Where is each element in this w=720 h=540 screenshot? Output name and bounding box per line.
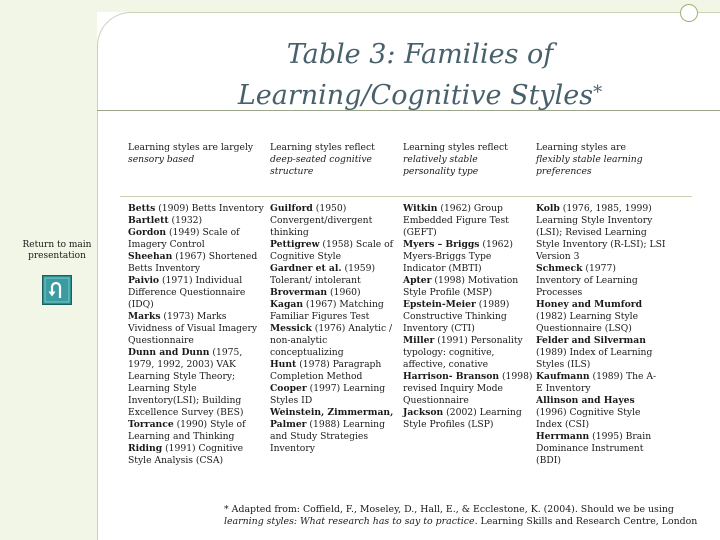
instrument-text: (1990) Style of — [173, 419, 246, 430]
instrument-text: (1967) Matching — [303, 299, 384, 310]
corner-dot-decoration — [680, 4, 698, 22]
instrument-text: Constructive Thinking — [403, 311, 507, 322]
instrument-text: Embedded Figure Test — [403, 215, 509, 226]
instrument-text: (1991) Cognitive — [162, 443, 244, 454]
header-cell-preferences — [536, 142, 688, 196]
u-turn-arrow-icon — [43, 276, 71, 304]
instrument-text: Cognitive Style — [270, 251, 342, 262]
cell-line — [536, 335, 680, 347]
cell-line — [536, 311, 680, 323]
cell-line — [270, 239, 395, 251]
instrument-text: (1949) Scale of — [166, 227, 240, 238]
author-name: Gardner et al. — [270, 263, 342, 274]
cell-line — [403, 227, 528, 239]
instrument-text: (GEFT) — [403, 227, 437, 238]
author-name: Jackson — [403, 407, 444, 418]
author-name: Torrance — [128, 419, 174, 430]
instrument-text: (1909) Betts Inventory — [155, 203, 264, 214]
cell-line — [403, 263, 528, 275]
cell-line — [270, 311, 395, 323]
instrument-text: Style Inventory (R-LSI); LSI — [536, 239, 666, 250]
instrument-text: Processes — [536, 287, 583, 298]
instrument-text: (1988) Learning — [306, 419, 385, 430]
cell-line — [270, 431, 395, 443]
cell-line — [536, 227, 680, 239]
cell-line — [536, 299, 680, 311]
cell-line — [403, 239, 528, 251]
author-name: Gordon — [128, 227, 167, 238]
cell-line — [270, 323, 395, 335]
cell-line — [270, 215, 395, 227]
author-name: Herrmann — [536, 431, 590, 442]
instrument-text: Learning and Thinking — [128, 431, 235, 442]
cell-line — [128, 335, 262, 347]
cell-line — [403, 371, 533, 383]
instrument-text: Indicator (MBTI) — [403, 263, 482, 274]
author-name: Allinson and Hayes — [536, 395, 635, 406]
cell-line — [128, 263, 262, 275]
instrument-text: Imagery Control — [128, 239, 205, 250]
instrument-text: 1979, 1992, 2003) VAK — [128, 359, 236, 370]
cell-line — [270, 395, 395, 407]
cell-line — [536, 203, 680, 215]
header-text: Learning styles are — [536, 142, 626, 153]
instrument-text: Vividness of Visual Imagery — [128, 323, 258, 334]
footnote-book-title: learning styles: What research has to say to practice — [224, 516, 475, 527]
cell-line — [128, 443, 262, 455]
cell-line — [128, 239, 262, 251]
footnote-line-1: * Adapted from: Coffield, F., Moseley, D., Hall, E., & Ecclestone, K. (2004). Should we be using — [224, 504, 674, 515]
author-name: Honey and Mumford — [536, 299, 643, 310]
instrument-text: (2002) Learning — [443, 407, 522, 418]
footnote — [224, 504, 714, 528]
cell-line — [128, 299, 262, 311]
header-cell-personality — [403, 142, 536, 196]
instrument-text: Questionnaire — [128, 335, 194, 346]
cell-line — [270, 419, 395, 431]
cell-line — [536, 395, 680, 407]
cell-line — [403, 323, 528, 335]
title-line-2 — [140, 74, 700, 115]
header-cell-sensory — [128, 142, 270, 196]
instrument-text: (1975, — [209, 347, 243, 358]
footnote-line-2 — [224, 516, 714, 528]
header-text-italic: deep-seated cognitive — [270, 154, 372, 165]
cell-line — [536, 407, 680, 419]
header-text — [128, 154, 262, 166]
instrument-text: (1960) — [327, 287, 361, 298]
cell-line — [128, 407, 262, 419]
cell-line — [270, 335, 395, 347]
instrument-text: (1989) The A- — [589, 371, 657, 382]
cell-line — [536, 371, 680, 383]
author-name: Paivio — [128, 275, 160, 286]
instrument-text: Style Profile (MSP) — [403, 287, 493, 298]
column-sensory — [128, 203, 270, 467]
instrument-text: (1973) Marks — [160, 311, 227, 322]
cell-line — [536, 287, 680, 299]
left-decorative-band — [0, 0, 97, 540]
instrument-text: Inventory (CTI) — [403, 323, 475, 334]
header-text — [270, 154, 395, 166]
instrument-text: Styles ID — [270, 395, 313, 406]
cell-line — [128, 311, 262, 323]
cell-line — [536, 347, 680, 359]
cell-line — [128, 371, 262, 383]
author-name: Guilford — [270, 203, 313, 214]
author-name: Palmer — [270, 419, 307, 430]
instrument-text: Inventory — [270, 443, 315, 454]
instrument-text: (IDQ) — [128, 299, 154, 310]
author-name: Kolb — [536, 203, 560, 214]
instrument-text: (1959) — [341, 263, 376, 274]
instrument-text: (1998) Motivation — [431, 275, 519, 286]
cell-line — [403, 203, 528, 215]
instrument-text: Questionnaire — [403, 395, 469, 406]
cell-line — [536, 359, 680, 371]
header-text-italic: relatively stable — [403, 154, 478, 165]
instrument-text: Index (CSI) — [536, 419, 590, 430]
cell-line — [403, 335, 528, 347]
cell-line — [270, 275, 395, 287]
header-text — [403, 166, 528, 178]
cell-line — [403, 251, 528, 263]
cell-line — [128, 419, 262, 431]
cell-line — [536, 383, 680, 395]
author-name: Pettigrew — [270, 239, 320, 250]
instrument-text: (1932) — [168, 215, 203, 226]
top-decorative-band — [97, 0, 720, 12]
instrument-text: Excellence Survey (BES) — [128, 407, 244, 418]
cell-line — [536, 275, 680, 287]
header-text-italic: flexibly stable learning — [536, 154, 643, 165]
cell-line — [403, 275, 528, 287]
cell-line — [270, 383, 395, 395]
author-name: Kagan — [270, 299, 303, 310]
author-name: Weinstein, Zimmerman, — [270, 407, 394, 418]
instrument-text: Tolerant/ intolerant — [270, 275, 361, 286]
header-text-italic: structure — [270, 166, 314, 177]
table-body-row — [128, 203, 688, 467]
header-text — [403, 154, 528, 166]
instrument-text: Learning Style — [128, 383, 197, 394]
author-name: Cooper — [270, 383, 307, 394]
header-text — [536, 154, 680, 166]
learning-styles-table — [128, 142, 688, 467]
cell-line — [403, 299, 528, 311]
author-name: Broverman — [270, 287, 328, 298]
cell-line — [128, 359, 262, 371]
cell-line — [403, 383, 528, 395]
cell-line — [128, 455, 262, 467]
author-name: Sheehan — [128, 251, 173, 262]
cell-line — [128, 275, 262, 287]
cell-line — [536, 251, 680, 263]
instrument-text: affective, conative — [403, 359, 489, 370]
author-name: Felder and Silverman — [536, 335, 646, 346]
table-row-divider — [120, 196, 692, 197]
header-cell-cognitive — [270, 142, 403, 196]
header-text — [270, 166, 395, 178]
cell-line — [403, 347, 528, 359]
cell-line — [270, 203, 395, 215]
cell-line — [270, 443, 395, 455]
cell-line — [128, 287, 262, 299]
instrument-text: E Inventory — [536, 383, 591, 394]
header-text: Learning styles reflect — [403, 142, 508, 153]
author-name: Betts — [128, 203, 156, 214]
cell-line — [536, 323, 680, 335]
author-name: Kaufmann — [536, 371, 590, 382]
instrument-text: (1962) Group — [437, 203, 503, 214]
cell-line — [270, 359, 395, 371]
author-name: Epstein-Meier — [403, 299, 476, 310]
instrument-text: (1998) — [499, 371, 533, 382]
instrument-text: thinking — [270, 227, 309, 238]
column-personality — [403, 203, 536, 467]
cell-line — [536, 263, 680, 275]
instrument-text: (1997) Learning — [306, 383, 386, 394]
cell-line — [270, 407, 395, 419]
cell-line — [403, 359, 528, 371]
instrument-text: Convergent/divergent — [270, 215, 373, 226]
instrument-text: (BDI) — [536, 455, 561, 466]
cell-line — [536, 419, 680, 431]
instrument-text: (1962) — [479, 239, 513, 250]
return-button[interactable] — [42, 275, 72, 305]
instrument-text: Myers-Briggs Type — [403, 251, 492, 262]
instrument-text: Inventory of Learning — [536, 275, 638, 286]
cell-line — [128, 323, 262, 335]
cell-line — [536, 455, 680, 467]
author-name: Myers – Briggs — [403, 239, 480, 250]
instrument-text: (1958) Scale of — [319, 239, 394, 250]
cell-line — [128, 227, 262, 239]
author-name: Dunn and Dunn — [128, 347, 210, 358]
title-footnote-marker: * — [593, 82, 603, 103]
instrument-text: Style Profiles (LSP) — [403, 419, 494, 430]
author-name: Witkin — [403, 203, 438, 214]
cell-line — [128, 395, 262, 407]
instrument-text: (1976, 1985, 1999) — [559, 203, 652, 214]
cell-line — [403, 215, 528, 227]
slide-title — [140, 36, 700, 115]
instrument-text: (1967) Shortened — [172, 251, 258, 262]
header-text-italic: preferences — [536, 166, 592, 177]
cell-line — [403, 419, 528, 431]
return-link-label[interactable] — [14, 240, 100, 262]
author-name: Messick — [270, 323, 312, 334]
instrument-text: Betts Inventory — [128, 263, 201, 274]
instrument-text: (1976) Analytic / — [311, 323, 393, 334]
instrument-text: Completion Method — [270, 371, 363, 382]
header-text — [536, 166, 680, 178]
instrument-text: (1989) Index of Learning — [536, 347, 653, 358]
cell-line — [270, 251, 395, 263]
instrument-text: (1996) Cognitive Style — [536, 407, 641, 418]
return-label-line-1[interactable]: Return to main — [22, 240, 92, 250]
cell-line — [270, 371, 395, 383]
cell-line — [403, 287, 528, 299]
cell-line — [128, 203, 262, 215]
instrument-text: Questionnaire (LSQ) — [536, 323, 632, 334]
instrument-text: (1977) — [582, 263, 616, 274]
instrument-text: (1982) Learning Style — [536, 311, 639, 322]
header-text-italic: personality type — [403, 166, 479, 177]
column-preferences — [536, 203, 688, 467]
author-name: Bartlett — [128, 215, 169, 226]
cell-line — [536, 443, 680, 455]
instrument-text: Style Analysis (CSA) — [128, 455, 224, 466]
instrument-text: revised Inquiry Mode — [403, 383, 503, 394]
cell-line — [128, 383, 262, 395]
instrument-text: Learning Style Inventory — [536, 215, 653, 226]
author-name: Marks — [128, 311, 161, 322]
instrument-text: (1978) Paragraph — [296, 359, 382, 370]
instrument-text: Dominance Instrument — [536, 443, 644, 454]
header-text: Learning styles are largely — [128, 142, 254, 153]
cell-line — [128, 347, 262, 359]
instrument-text: and Study Strategies — [270, 431, 369, 442]
author-name: Harrison- Branson — [403, 371, 500, 382]
cell-line — [128, 251, 262, 263]
instrument-text: typology: cognitive, — [403, 347, 495, 358]
cell-line — [403, 311, 528, 323]
instrument-text: Familiar Figures Test — [270, 311, 370, 322]
title-line-2-text: Learning/Cognitive Styles — [237, 80, 594, 111]
instrument-text: Styles (ILS) — [536, 359, 591, 370]
cell-line — [403, 407, 528, 419]
instrument-text: (1995) Brain — [589, 431, 652, 442]
instrument-text: (1989) — [475, 299, 510, 310]
cell-line — [128, 431, 262, 443]
author-name: Miller — [403, 335, 435, 346]
cell-line — [270, 299, 395, 311]
cell-line — [403, 395, 528, 407]
cell-line — [270, 287, 395, 299]
author-name: Apter — [403, 275, 432, 286]
cell-line — [536, 239, 680, 251]
instrument-text: (1950) — [312, 203, 347, 214]
instrument-text: Learning Style Theory; — [128, 371, 236, 382]
instrument-text: Difference Questionnaire — [128, 287, 246, 298]
instrument-text: (LSI); Revised Learning — [536, 227, 647, 238]
instrument-text: Inventory(LSI); Building — [128, 395, 242, 406]
instrument-text: (1971) Individual — [159, 275, 243, 286]
cell-line — [128, 215, 262, 227]
instrument-text: Version 3 — [536, 251, 580, 262]
author-name: Hunt — [270, 359, 297, 370]
table-header-row — [128, 142, 688, 196]
header-text-italic: sensory based — [128, 154, 195, 165]
instrument-text: (1991) Personality — [434, 335, 523, 346]
cell-line — [270, 227, 395, 239]
footnote-publisher: . Learning Skills and Research Centre, London — [474, 516, 698, 527]
instrument-text: conceptualizing — [270, 347, 344, 358]
return-label-line-2[interactable]: presentation — [28, 251, 86, 261]
cell-line — [536, 431, 680, 443]
header-text: Learning styles reflect — [270, 142, 375, 153]
cell-line — [270, 263, 395, 275]
cell-line — [270, 347, 395, 359]
cell-line — [536, 215, 680, 227]
title-line-1: Table 3: Families of — [286, 39, 554, 70]
author-name: Riding — [128, 443, 163, 454]
author-name: Schmeck — [536, 263, 583, 274]
instrument-text: non-analytic — [270, 335, 328, 346]
column-cognitive — [270, 203, 403, 467]
